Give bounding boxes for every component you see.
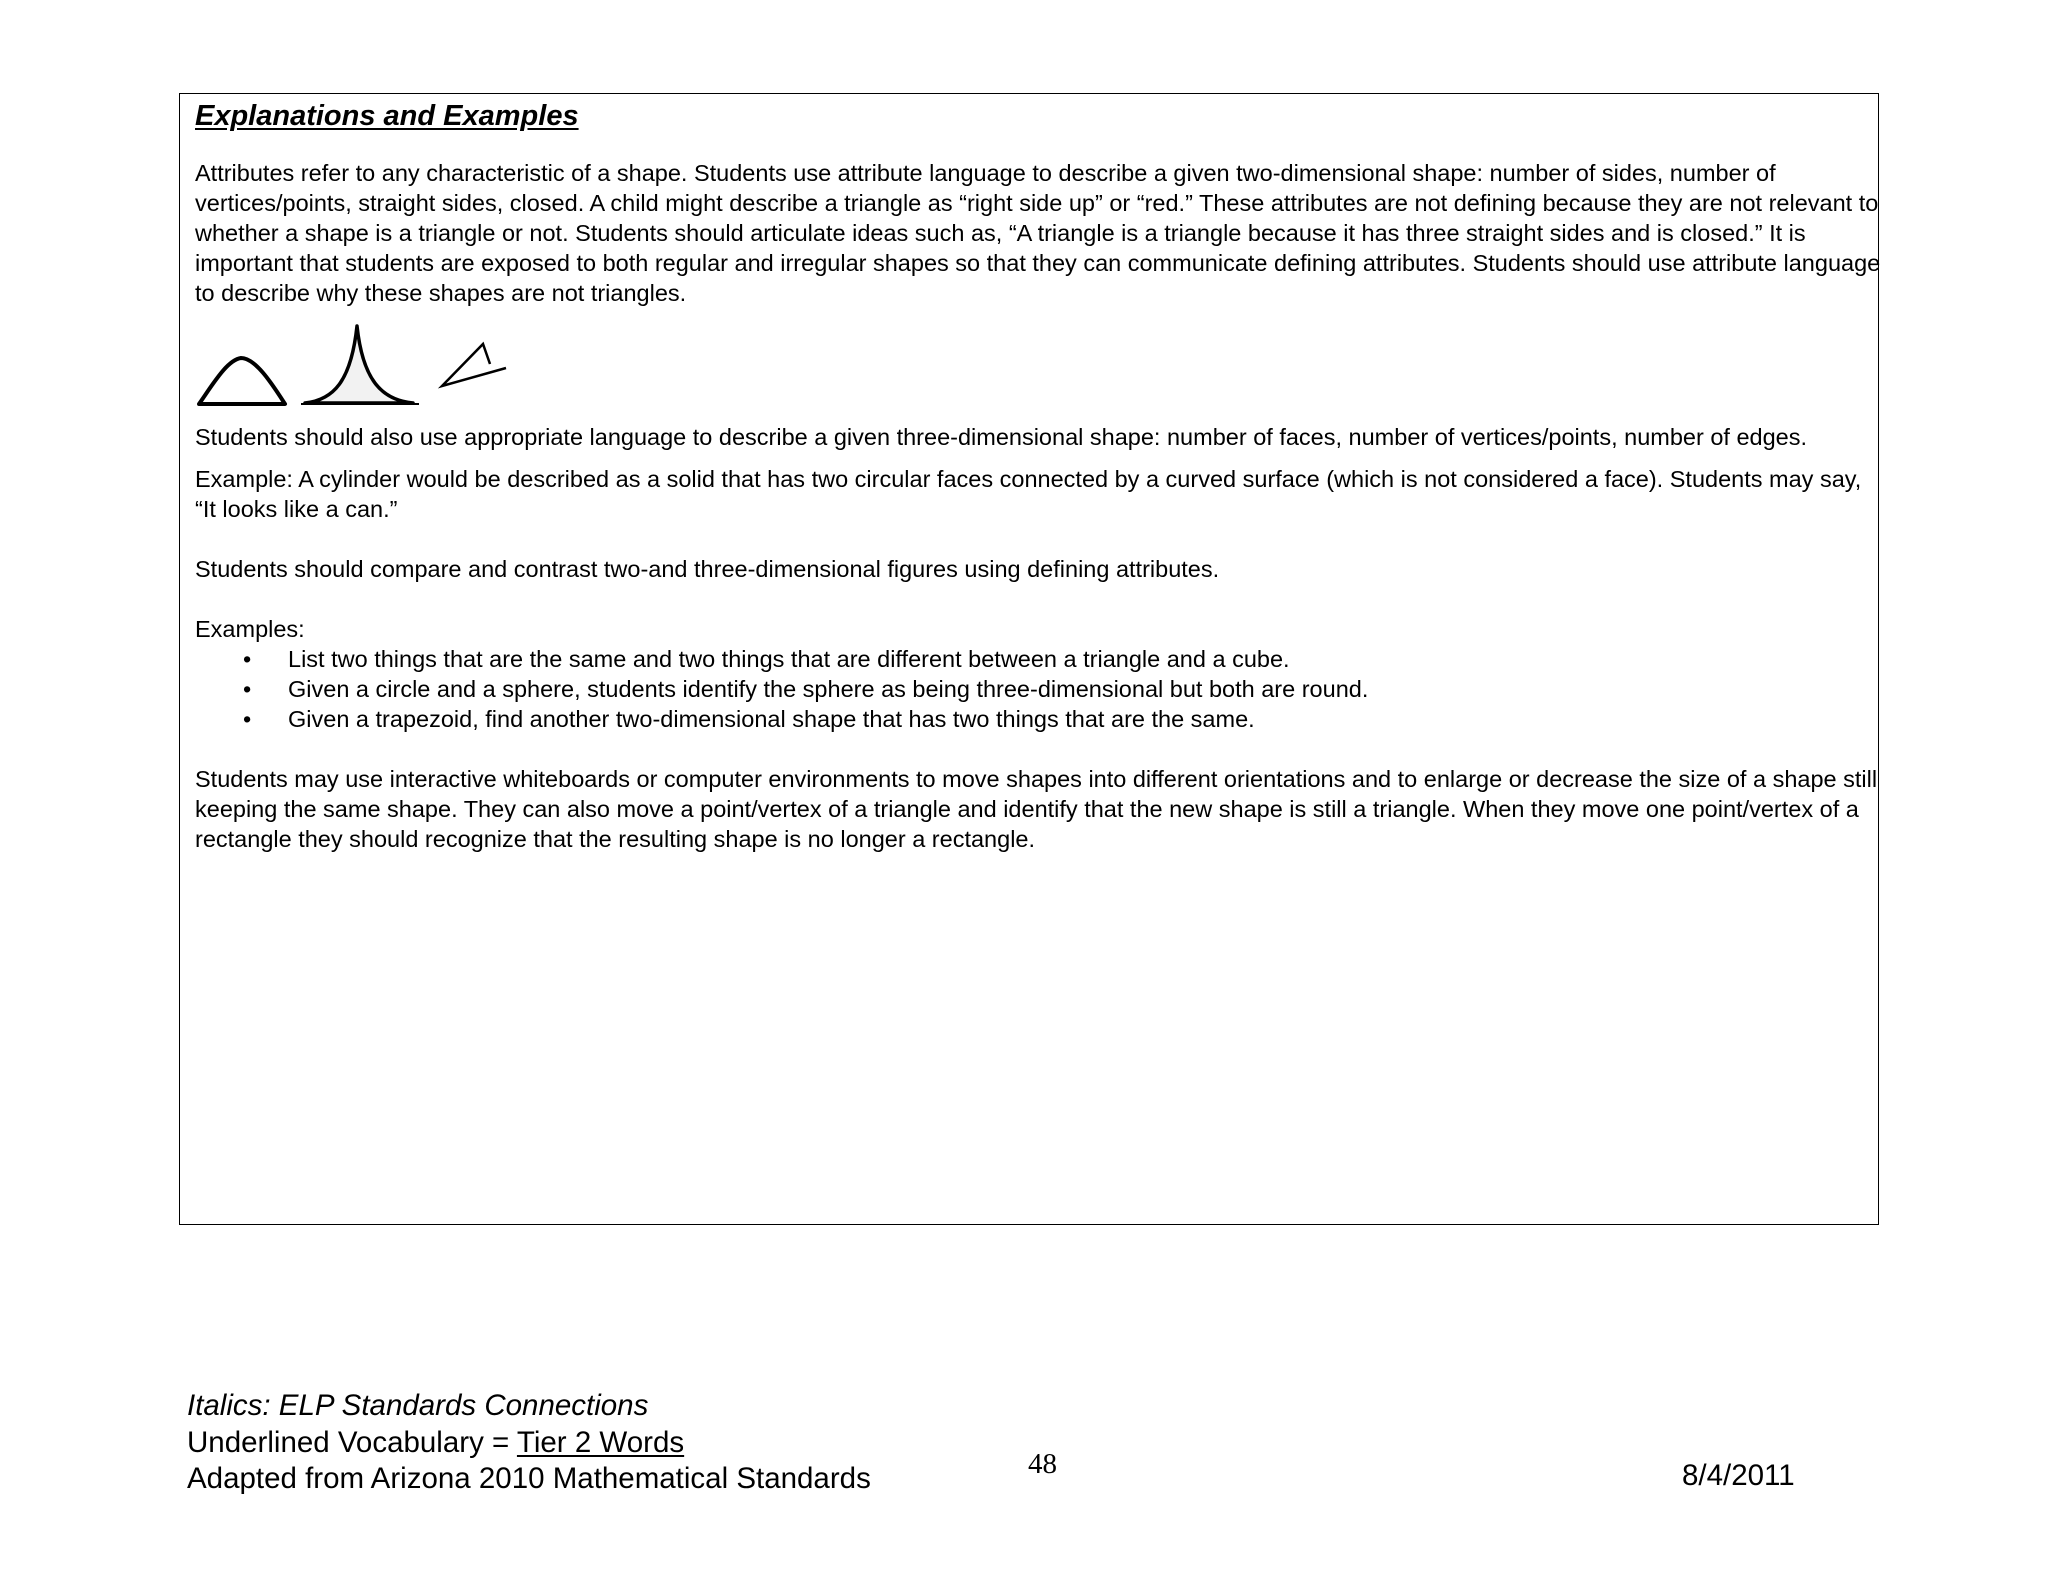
cusped-peak-shape [305,326,413,403]
footer-tier2-term: Tier 2 Words [516,1425,685,1459]
examples-list [195,644,1885,734]
footer-source-line: Adapted from Arizona 2010 Mathematical Standards [187,1462,871,1495]
paragraph-attributes: Attributes refer to any characteristic of a shape. Students use attribute language to describe a given two-dimensional shape: number of sides, number of vertices/points, straight sides, closed. A child might describe a triangle as “right side up” or “red.” These attributes are not defining because they are not relevant to whether a shape is a triangle or not. Students should articulate ideas such as, “A triangle is a triangle because it has three straight sides and is closed.” It is important that students are exposed to both regular and irregular shapes so that they can communicate defining attributes. Students should use attribute language to describe why these shapes are not triangles. [195,160,1881,306]
paragraph-cylinder-example: Example: A cylinder would be described as a solid that has two circular faces connected by a curved surface (which is not considered a face). Students may say, “It looks like a can.” [195,466,1862,522]
bullet-icon: • [243,676,252,702]
footer-date: 8/4/2011 [1682,1459,1795,1492]
footer-notes [187,1388,871,1498]
explanations-box [179,93,1879,1225]
open-angle-shape [442,344,506,386]
section-heading: Explanations and Examples [195,100,579,132]
paragraph-three-dimensional: Students should also use appropriate language to describe a given three-dimensional shape: number of faces, number of vertices/points, number of edges. [195,424,1808,450]
list-item-text: Given a circle and a sphere, students identify the sphere as being three-dimensional but both are round. [288,676,1369,702]
footer-underline-line [187,1425,871,1462]
examples-label: Examples: [195,616,305,642]
bullet-icon: • [243,646,252,672]
footer-underline-prefix: Underlined Vocabulary = [187,1425,517,1459]
list-item-text: List two things that are the same and two things that are different between a triangle and a cube. [288,646,1290,672]
bullet-icon: • [243,706,252,732]
paragraph-whiteboards: Students may use interactive whiteboards or computer environments to move shapes into different orientations and to enlarge or decrease the size of a shape still keeping the same shape. They can also move a point/vertex of a triangle and identify that the new shape is still a triangle. When they move one point/vertex of a rectangle they should recognize that the resulting shape is no longer a rectangle. [195,766,1878,852]
section-content [195,158,1885,854]
curved-arch-shape [199,358,285,404]
list-item [195,704,1885,734]
list-item [195,644,1885,674]
list-item-text: Given a trapezoid, find another two-dimensional shape that has two things that are the same. [288,706,1255,732]
page-number: 48 [1028,1448,1057,1480]
paragraph-compare: Students should compare and contrast two-and three-dimensional figures using defining attributes. [195,556,1220,582]
footer-italics-line: Italics: ELP Standards Connections [187,1389,649,1422]
list-item [195,674,1885,704]
non-triangle-shapes-figure [193,324,533,410]
